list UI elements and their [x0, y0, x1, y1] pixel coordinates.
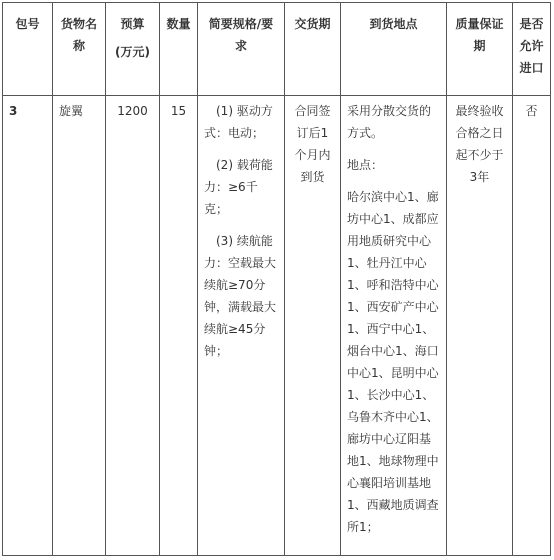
- cell-spec: [198, 96, 285, 556]
- spec-item-payload: (2) 载荷能力：≥6千克；: [204, 158, 273, 216]
- cell-delivery-location: [341, 96, 447, 556]
- header-delivery-location: 到货地点: [341, 3, 447, 96]
- header-budget-line2: (万元): [115, 45, 150, 59]
- procurement-table: [2, 2, 551, 556]
- cell-package-no: 3: [3, 96, 53, 556]
- delivery-intro: 采用分散交货的方式。: [347, 104, 432, 140]
- cell-warranty: 最终验收合格之日起不少于3年: [447, 96, 513, 556]
- cell-budget: 1200: [106, 96, 160, 556]
- header-row: [3, 3, 551, 96]
- delivery-label: 地点：: [347, 158, 384, 172]
- cell-import-allowed: 否: [513, 96, 551, 556]
- cell-quantity: 15: [160, 96, 198, 556]
- header-spec: 简要规格/要求: [198, 3, 285, 96]
- header-goods-name: 货物名称: [53, 3, 106, 96]
- header-budget: [106, 3, 160, 96]
- spec-item-endurance: (3) 续航能力：空载最大续航≥70分钟，满载最大续航≥45分钟；: [204, 234, 277, 358]
- header-import-allowed: 是否允许进口: [513, 3, 551, 96]
- cell-delivery-period: 合同签订后1个月内到货: [285, 96, 341, 556]
- header-budget-line1: 预算: [120, 17, 145, 31]
- header-quantity: 数量: [160, 3, 198, 96]
- cell-goods-name: 旋翼: [53, 96, 106, 556]
- header-package-no: 包号: [3, 3, 53, 96]
- header-delivery-period: 交货期: [285, 3, 341, 96]
- table-row: [3, 96, 551, 556]
- delivery-places: 哈尔滨中心1、廊坊中心1、成都应用地质研究中心1、牡丹江中心1、呼和浩特中心1、西安矿产中心1、西宁中心1、烟台中心1、海口中心1、昆明中心1、长沙中心1、乌鲁木齐中心1、廊坊中心辽阳基地1、地球物理中心襄阳培训基地1、西藏地质调查所1；: [347, 190, 439, 534]
- spec-item-drive: (1) 驱动方式：电动；: [204, 104, 273, 140]
- header-warranty: 质量保证期: [447, 3, 513, 96]
